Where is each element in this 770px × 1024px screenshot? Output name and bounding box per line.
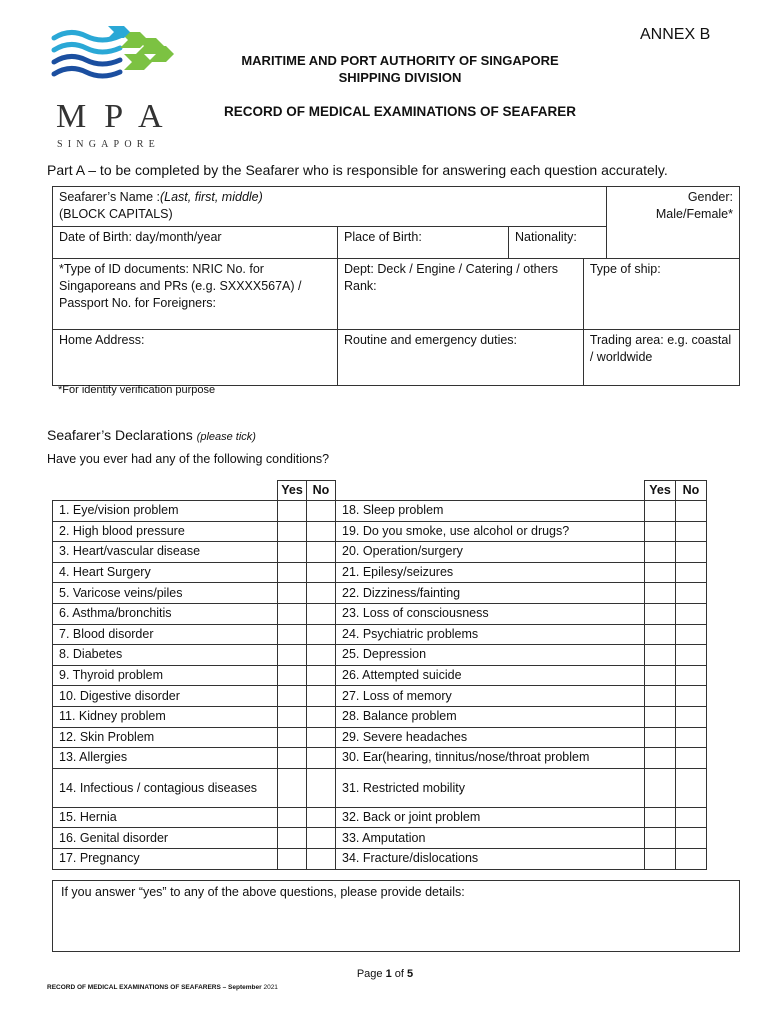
conditions-table [52,480,707,870]
condition-label: 4. Heart Surgery [53,562,278,583]
logo-wave-dark-2 [54,68,120,76]
yes-checkbox[interactable] [645,748,676,769]
page-number [0,968,770,980]
condition-label: 5. Varicose veins/piles [53,583,278,604]
no-header-right: No [676,481,707,501]
no-checkbox[interactable] [676,848,707,869]
gender-cell[interactable] [607,187,740,259]
condition-label: 32. Back or joint problem [336,807,645,828]
condition-label: 11. Kidney problem [53,706,278,727]
yes-checkbox[interactable] [278,768,307,807]
annex-label: ANNEX B [640,26,711,43]
yes-checkbox[interactable] [645,562,676,583]
condition-label: 21. Epilesy/seizures [336,562,645,583]
condition-row [53,686,707,707]
yes-checkbox[interactable] [645,727,676,748]
no-checkbox[interactable] [676,624,707,645]
condition-row [53,603,707,624]
dept-label: Dept: Deck / Engine / Catering / others [344,262,558,276]
dept-rank-cell[interactable] [338,259,584,330]
yes-checkbox[interactable] [645,521,676,542]
condition-label: 16. Genital disorder [53,828,278,849]
condition-label: 27. Loss of memory [336,686,645,707]
yes-checkbox[interactable] [645,542,676,563]
condition-label: 22. Dizziness/fainting [336,583,645,604]
yes-checkbox[interactable] [645,624,676,645]
no-checkbox[interactable] [676,727,707,748]
no-header-left: No [307,481,336,501]
no-checkbox[interactable] [307,686,336,707]
condition-label: 8. Diabetes [53,645,278,666]
name-cell[interactable] [53,187,607,227]
logo-subtitle: SINGAPORE [57,139,160,150]
name-hint: (Last, first, middle) [159,190,263,204]
conditions-question: Have you ever had any of the following conditions? [47,452,330,466]
condition-label: 26. Attempted suicide [336,665,645,686]
logo-wave-blue-2 [54,44,120,52]
footer-title [47,984,278,991]
condition-label: 6. Asthma/bronchitis [53,603,278,624]
yes-checkbox[interactable] [278,603,307,624]
no-checkbox[interactable] [676,542,707,563]
yes-checkbox[interactable] [278,828,307,849]
no-checkbox[interactable] [307,665,336,686]
condition-label: 13. Allergies [53,748,278,769]
condition-label: 24. Psychiatric problems [336,624,645,645]
footer-year: 2021 [261,984,278,991]
condition-label: 34. Fracture/dislocations [336,848,645,869]
no-checkbox[interactable] [307,562,336,583]
condition-label: 28. Balance problem [336,706,645,727]
name-caps: (BLOCK CAPITALS) [59,207,173,221]
condition-row [53,807,707,828]
yes-checkbox[interactable] [645,828,676,849]
logo-wave-dark-1 [54,56,120,64]
condition-label: 10. Digestive disorder [53,686,278,707]
yes-checkbox[interactable] [645,645,676,666]
condition-label: 9. Thyroid problem [53,665,278,686]
seafarer-info-table [52,186,740,386]
condition-row [53,583,707,604]
yes-checkbox[interactable] [278,542,307,563]
no-checkbox[interactable] [307,828,336,849]
yes-header-right: Yes [645,481,676,501]
yes-checkbox[interactable] [278,645,307,666]
yes-header-left: Yes [278,481,307,501]
yes-checkbox[interactable] [278,583,307,604]
ship-type-cell[interactable]: Type of ship: [583,259,739,330]
no-checkbox[interactable] [676,828,707,849]
no-checkbox[interactable] [676,603,707,624]
condition-label: 19. Do you smoke, use alcohol or drugs? [336,521,645,542]
condition-row [53,562,707,583]
page-current: 1 [385,968,392,980]
no-checkbox[interactable] [676,501,707,522]
yes-checkbox[interactable] [645,583,676,604]
details-box[interactable] [52,880,740,952]
condition-label: 12. Skin Problem [53,727,278,748]
nationality-cell[interactable]: Nationality: [509,227,607,259]
condition-row [53,542,707,563]
duties-cell[interactable]: Routine and emergency duties: [338,330,584,386]
declarations-title: Seafarer’s Declarations [47,427,193,443]
no-checkbox[interactable] [307,501,336,522]
page-sep: of [391,968,408,980]
division-name: SHIPPING DIVISION [338,70,462,85]
condition-label: 25. Depression [336,645,645,666]
condition-label: 3. Heart/vascular disease [53,542,278,563]
no-checkbox[interactable] [307,624,336,645]
trading-area-cell[interactable]: Trading area: e.g. coastal / worldwide [583,330,739,386]
condition-label: 15. Hernia [53,807,278,828]
yes-checkbox[interactable] [645,706,676,727]
no-checkbox[interactable] [307,645,336,666]
condition-label: 20. Operation/surgery [336,542,645,563]
yes-checkbox[interactable] [278,848,307,869]
yes-checkbox[interactable] [278,727,307,748]
condition-label: 30. Ear(hearing, tinnitus/nose/throat problem [336,748,645,769]
condition-row [53,624,707,645]
dob-cell[interactable]: Date of Birth: day/month/year [53,227,338,259]
condition-label: 33. Amputation [336,828,645,849]
yes-checkbox[interactable] [645,603,676,624]
no-checkbox[interactable] [307,848,336,869]
no-checkbox[interactable] [676,706,707,727]
details-prompt: If you answer “yes” to any of the above questions, please provide details: [61,885,465,899]
yes-checkbox[interactable] [278,706,307,727]
yes-checkbox[interactable] [278,562,307,583]
conditions-header-row [53,481,707,501]
no-checkbox[interactable] [307,807,336,828]
header-blank-right [336,481,645,501]
no-checkbox[interactable] [307,748,336,769]
id-footnote: *For identity verification purpose [58,384,216,396]
condition-row [53,748,707,769]
condition-label: 17. Pregnancy [53,848,278,869]
name-label: Seafarer’s Name : [59,190,160,204]
condition-label: 14. Infectious / contagious diseases [53,768,278,807]
no-checkbox[interactable] [676,807,707,828]
yes-checkbox[interactable] [645,768,676,807]
condition-label: 2. High blood pressure [53,521,278,542]
yes-checkbox[interactable] [278,624,307,645]
yes-checkbox[interactable] [278,686,307,707]
part-a-heading: Part A – to be completed by the Seafarer who is responsible for answering each question accurately. [47,162,668,178]
yes-checkbox[interactable] [278,665,307,686]
condition-row [53,828,707,849]
page-prefix: Page [356,968,386,980]
no-checkbox[interactable] [676,748,707,769]
no-checkbox[interactable] [307,727,336,748]
condition-row [53,768,707,807]
yes-checkbox[interactable] [278,748,307,769]
condition-label: 31. Restricted mobility [336,768,645,807]
condition-row [53,665,707,686]
condition-label: 7. Blood disorder [53,624,278,645]
condition-row [53,727,707,748]
no-checkbox[interactable] [307,521,336,542]
rank-label: Rank: [344,279,377,293]
page-total: 5 [407,968,414,980]
id-docs-cell[interactable]: *Type of ID documents: NRIC No. for Singaporeans and PRs (e.g. SXXXX567A) / Passport No. for Foreigners: [53,259,338,330]
no-checkbox[interactable] [307,583,336,604]
org-name: MARITIME AND PORT AUTHORITY OF SINGAPORE [241,53,559,68]
no-checkbox[interactable] [676,665,707,686]
footer-title-text: RECORD OF MEDICAL EXAMINATIONS OF SEAFARERS – September [47,984,262,991]
no-checkbox[interactable] [307,768,336,807]
yes-checkbox[interactable] [645,665,676,686]
yes-checkbox[interactable] [645,807,676,828]
declarations-heading [47,427,256,443]
no-checkbox[interactable] [307,603,336,624]
yes-checkbox[interactable] [278,501,307,522]
condition-row [53,521,707,542]
no-checkbox[interactable] [676,645,707,666]
no-checkbox[interactable] [676,768,707,807]
condition-label: 1. Eye/vision problem [53,501,278,522]
condition-row [53,645,707,666]
condition-label: 29. Severe headaches [336,727,645,748]
no-checkbox[interactable] [307,542,336,563]
yes-checkbox[interactable] [278,807,307,828]
yes-checkbox[interactable] [645,501,676,522]
no-checkbox[interactable] [676,521,707,542]
gender-label: Gender: [687,190,733,204]
condition-label: 23. Loss of consciousness [336,603,645,624]
yes-checkbox[interactable] [645,848,676,869]
condition-row [53,706,707,727]
pob-cell[interactable]: Place of Birth: [338,227,509,259]
logo-arrow-3 [124,54,152,70]
document-title: RECORD OF MEDICAL EXAMINATIONS OF SEAFARER [223,104,576,119]
address-cell[interactable]: Home Address: [53,330,338,386]
logo-letters: MPA [56,98,181,135]
declarations-hint: (please tick) [196,431,256,443]
no-checkbox[interactable] [676,583,707,604]
yes-checkbox[interactable] [645,686,676,707]
no-checkbox[interactable] [676,562,707,583]
condition-row [53,501,707,522]
header-blank-left [53,481,278,501]
condition-row [53,848,707,869]
no-checkbox[interactable] [676,686,707,707]
gender-options: Male/Female* [655,207,733,221]
condition-label: 18. Sleep problem [336,501,645,522]
yes-checkbox[interactable] [278,521,307,542]
no-checkbox[interactable] [307,706,336,727]
